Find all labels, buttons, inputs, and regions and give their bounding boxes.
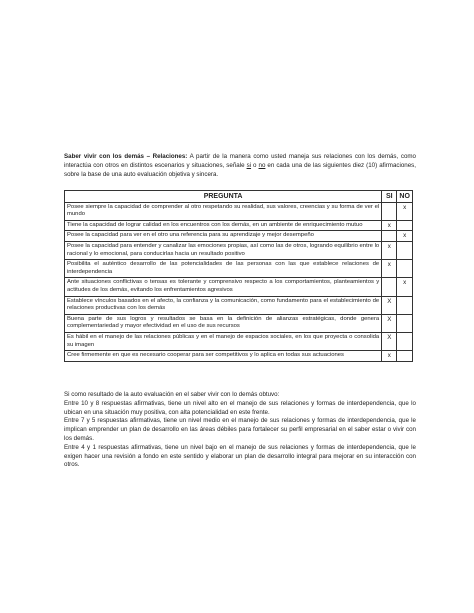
question-cell: Posee siempre la capacidad de comprender al otro respetando su realidad, sus valores, creencias y su forma de ver el mundo (65, 202, 382, 220)
no-cell (397, 296, 413, 314)
no-cell (397, 351, 413, 362)
intro-no: no (258, 162, 266, 169)
results-low: Entre 4 y 1 respuestas afirmativas, tiene un nivel bajo en el manejo de sus relaciones y formas de interdependencia, que le exigen hacer una revisión a fondo en este sentido y elaborar un plan de desarrollo integral para mejorar en su interacción con otros. (64, 443, 416, 469)
table-row (65, 278, 413, 296)
table-header-row (65, 191, 413, 203)
si-cell: x (382, 241, 397, 259)
table-row (65, 351, 413, 362)
table-row (65, 332, 413, 350)
question-cell: Ante situaciones conflictivas o tensas es tolerante y comprensivo respecto a los comportamientos, planteamientos y actitudes de los demás, evitando los enfrentamientos agresivos (65, 278, 382, 296)
si-cell (382, 231, 397, 242)
results-section (64, 391, 416, 470)
no-cell: x (397, 278, 413, 296)
no-cell: x (397, 231, 413, 242)
no-cell (397, 260, 413, 278)
no-cell (397, 220, 413, 231)
intro-connector: o (251, 162, 259, 169)
survey-table (64, 190, 413, 362)
no-cell (397, 314, 413, 332)
section-heading: Saber vivir con los demás – Relaciones: (64, 153, 188, 160)
no-cell (397, 241, 413, 259)
question-cell: Posibilita el auténtico desarrollo de las potencialidades de las personas con las que establece relaciones de interdependencia (65, 260, 382, 278)
table-row (65, 241, 413, 259)
si-cell: X (382, 332, 397, 350)
results-intro: Si como resultado de la auto evaluación en el saber vivir con lo demás obtuvo: (64, 391, 280, 398)
table-row (65, 220, 413, 231)
intro-si: si (246, 162, 252, 169)
header-no: NO (397, 191, 413, 203)
results-medium: Entre 7 y 5 respuestas afirmativas, tiene un nivel medio en el manejo de sus relaciones y formas de interdependencia, que le implican emprender un plan de desarrollo en las áreas débiles para fortalecer su perfil empresarial en el saber estar o vivir con los demás. (64, 417, 416, 442)
table-row (65, 314, 413, 332)
intro-text-before: A partir de la manera como usted maneja sus relaciones con los demás, como interactúa con otros en distintos escenarios y situaciones, señale (64, 153, 416, 169)
table-row (65, 296, 413, 314)
no-cell (397, 332, 413, 350)
question-cell: Posee la capacidad para entender y canalizar las emociones propias, así como las de otros, logrando equilibrio entre lo racional y lo emocional, para conducirlas hacia un resultado positivo (65, 241, 382, 259)
si-cell (382, 202, 397, 220)
question-cell: Cree firmemente en que es necesario cooperar para ser competitivos y lo aplica en todas sus actuaciones (65, 351, 382, 362)
si-cell: x (382, 351, 397, 362)
table-row (65, 260, 413, 278)
table-row (65, 202, 413, 220)
si-cell: X (382, 296, 397, 314)
question-cell: Es hábil en el manejo de las relaciones públicas y en el manejo de espacios sociales, en los que proyecta o consolida su imagen (65, 332, 382, 350)
question-cell: Tiene la capacidad de lograr calidad en los encuentros con los demás, en un ambiente de enriquecimiento mutuo (65, 220, 382, 231)
no-cell: x (397, 202, 413, 220)
table-row (65, 231, 413, 242)
intro-text-after: en cada una de las siguientes diez (10) afirmaciones, sobre la base de una auto evaluación objetiva y sincera. (64, 162, 416, 178)
header-si: SI (382, 191, 397, 203)
question-cell: Establece vínculos basados en el afecto, la confianza y la comunicación, como fundamento para el establecimiento de relaciones productivas con los demás (65, 296, 382, 314)
si-cell: X (382, 314, 397, 332)
si-cell: x (382, 220, 397, 231)
header-pregunta: PREGUNTA (65, 191, 382, 203)
results-high: Entre 10 y 8 respuestas afirmativas, tiene un nivel alto en el manejo de sus relaciones y formas de interdependencia, que lo ubican en una situación muy positiva, con alta potencialidad en este frente. (64, 399, 416, 416)
si-cell: x (382, 260, 397, 278)
question-cell: Buena parte de sus logros y resultados se basa en la definición de alianzas estratégicas, donde genera complementariedad y mayor efectividad en el uso de sus recursos (65, 314, 382, 332)
intro-paragraph (64, 152, 416, 179)
si-cell (382, 278, 397, 296)
question-cell: Posee la capacidad para ver en el otro una referencia para su aprendizaje y mejor desempeño (65, 231, 382, 242)
